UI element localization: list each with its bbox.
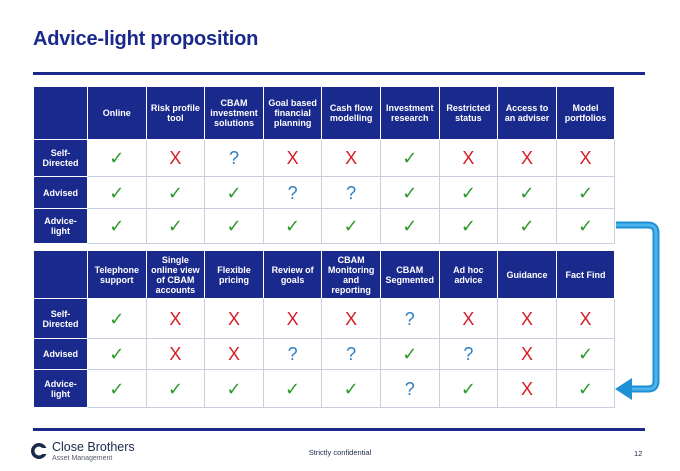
footer-divider bbox=[33, 428, 645, 431]
logo-name: Close Brothers bbox=[52, 440, 135, 454]
column-header: CBAM Segmented bbox=[380, 251, 439, 299]
cross-icon: X bbox=[520, 308, 533, 329]
check-icon: ✓ bbox=[109, 216, 125, 236]
feature-cell bbox=[439, 299, 498, 339]
check-icon: ✓ bbox=[226, 378, 242, 399]
feature-cell bbox=[439, 177, 498, 209]
check-icon: ✓ bbox=[226, 216, 242, 236]
feature-cell bbox=[556, 370, 615, 408]
check-icon: ✓ bbox=[460, 182, 476, 203]
row-header: Advised bbox=[34, 339, 88, 370]
feature-cell bbox=[146, 177, 205, 209]
column-header: Review of goals bbox=[263, 251, 322, 299]
table-row bbox=[34, 299, 615, 339]
cross-icon: X bbox=[286, 148, 299, 168]
cross-icon: X bbox=[169, 148, 182, 168]
check-icon: ✓ bbox=[578, 344, 594, 364]
cross-icon: X bbox=[462, 308, 475, 329]
column-header: Online bbox=[88, 87, 147, 140]
feature-cell bbox=[205, 299, 264, 339]
column-header: Single online view of CBAM accounts bbox=[146, 251, 205, 299]
feature-cell bbox=[322, 299, 381, 339]
feature-cell bbox=[380, 339, 439, 370]
question-icon: ? bbox=[287, 182, 298, 203]
feature-cell bbox=[205, 209, 264, 244]
title-divider bbox=[33, 72, 645, 75]
table-row bbox=[34, 140, 615, 177]
column-header: CBAM investment solutions bbox=[205, 87, 264, 140]
check-icon: ✓ bbox=[285, 216, 301, 236]
row-header: Advice-light bbox=[34, 209, 88, 244]
column-header: Model portfolios bbox=[556, 87, 615, 140]
table-row bbox=[34, 209, 615, 244]
column-header: Cash flow modelling bbox=[322, 87, 381, 140]
feature-cell bbox=[322, 339, 381, 370]
check-icon: ✓ bbox=[109, 182, 125, 203]
feature-cell bbox=[498, 177, 557, 209]
feature-cell bbox=[556, 339, 615, 370]
feature-cell bbox=[380, 140, 439, 177]
row-header: Advice-light bbox=[34, 370, 88, 408]
check-icon: ✓ bbox=[343, 378, 359, 399]
check-icon: ✓ bbox=[578, 216, 594, 236]
check-icon: ✓ bbox=[519, 182, 535, 203]
check-icon: ✓ bbox=[460, 378, 476, 399]
check-icon: ✓ bbox=[402, 182, 418, 203]
column-header: CBAM Monitoring and reporting bbox=[322, 251, 381, 299]
column-header: Goal based financial planning bbox=[263, 87, 322, 140]
feature-cell bbox=[380, 209, 439, 244]
feature-cell bbox=[439, 339, 498, 370]
check-icon: ✓ bbox=[109, 378, 125, 399]
column-header: Investment research bbox=[380, 87, 439, 140]
check-icon: ✓ bbox=[109, 344, 125, 364]
feature-cell bbox=[263, 177, 322, 209]
question-icon: ? bbox=[287, 344, 298, 364]
feature-cell bbox=[205, 177, 264, 209]
question-icon: ? bbox=[228, 148, 239, 168]
feature-cell bbox=[263, 339, 322, 370]
feature-cell bbox=[498, 339, 557, 370]
cross-icon: X bbox=[345, 308, 358, 329]
check-icon: ✓ bbox=[578, 182, 594, 203]
column-header: Telephone support bbox=[88, 251, 147, 299]
table-corner bbox=[34, 87, 88, 140]
row-header: Self-Directed bbox=[34, 140, 88, 177]
question-icon: ? bbox=[404, 378, 415, 399]
check-icon: ✓ bbox=[343, 216, 359, 236]
column-header: Guidance bbox=[498, 251, 557, 299]
cross-icon: X bbox=[462, 148, 475, 168]
table-corner bbox=[34, 251, 88, 299]
question-icon: ? bbox=[346, 344, 357, 364]
cross-icon: X bbox=[579, 308, 592, 329]
question-icon: ? bbox=[463, 344, 474, 364]
feature-cell bbox=[146, 370, 205, 408]
check-icon: ✓ bbox=[285, 378, 301, 399]
column-header: Restricted status bbox=[439, 87, 498, 140]
check-icon: ✓ bbox=[519, 216, 535, 236]
feature-cell bbox=[498, 140, 557, 177]
feature-cell bbox=[556, 299, 615, 339]
cross-icon: X bbox=[520, 378, 533, 399]
feature-cell bbox=[556, 140, 615, 177]
feature-cell bbox=[498, 209, 557, 244]
table-row bbox=[34, 177, 615, 209]
check-icon: ✓ bbox=[402, 216, 418, 236]
column-header: Fact Find bbox=[556, 251, 615, 299]
curved-down-left-arrow-icon bbox=[612, 215, 662, 405]
cross-icon: X bbox=[345, 148, 358, 168]
check-icon: ✓ bbox=[167, 378, 183, 399]
table-header-row bbox=[34, 87, 615, 140]
feature-cell bbox=[498, 299, 557, 339]
cross-icon: X bbox=[227, 344, 240, 364]
feature-cell bbox=[380, 299, 439, 339]
confidentiality-notice: Strictly confidential bbox=[308, 448, 372, 457]
feature-cell bbox=[146, 339, 205, 370]
feature-cell bbox=[88, 299, 147, 339]
feature-cell bbox=[205, 370, 264, 408]
page-number: 12 bbox=[634, 449, 643, 458]
feature-cell bbox=[146, 299, 205, 339]
column-header: Risk profile tool bbox=[146, 87, 205, 140]
feature-cell bbox=[88, 177, 147, 209]
cross-icon: X bbox=[169, 344, 182, 364]
feature-cell bbox=[263, 299, 322, 339]
logo-subtitle: Asset Management bbox=[52, 455, 113, 462]
cross-icon: X bbox=[169, 308, 182, 329]
check-icon: ✓ bbox=[109, 308, 125, 329]
question-icon: ? bbox=[346, 182, 357, 203]
table-header-row bbox=[34, 251, 615, 299]
feature-cell bbox=[439, 140, 498, 177]
column-header: Ad hoc advice bbox=[439, 251, 498, 299]
feature-cell bbox=[380, 177, 439, 209]
feature-cell bbox=[439, 370, 498, 408]
row-header: Advised bbox=[34, 177, 88, 209]
table-row bbox=[34, 339, 615, 370]
column-header: Access to an adviser bbox=[498, 87, 557, 140]
check-icon: ✓ bbox=[226, 182, 242, 203]
check-icon: ✓ bbox=[167, 216, 183, 236]
check-icon: ✓ bbox=[167, 182, 183, 203]
feature-cell bbox=[88, 339, 147, 370]
cross-icon: X bbox=[520, 148, 533, 168]
feature-cell bbox=[322, 370, 381, 408]
feature-cell bbox=[498, 370, 557, 408]
feature-cell bbox=[263, 209, 322, 244]
feature-cell bbox=[556, 209, 615, 244]
feature-cell bbox=[88, 140, 147, 177]
feature-cell bbox=[322, 177, 381, 209]
feature-cell bbox=[88, 209, 147, 244]
feature-cell bbox=[263, 370, 322, 408]
feature-cell bbox=[380, 370, 439, 408]
feature-cell bbox=[556, 177, 615, 209]
row-header: Self-Directed bbox=[34, 299, 88, 339]
cross-icon: X bbox=[286, 308, 299, 329]
table-row bbox=[34, 370, 615, 408]
feature-cell bbox=[439, 209, 498, 244]
check-icon: ✓ bbox=[109, 148, 125, 168]
column-header: Flexible pricing bbox=[205, 251, 264, 299]
cross-icon: X bbox=[520, 344, 533, 364]
feature-cell bbox=[205, 140, 264, 177]
check-icon: ✓ bbox=[460, 216, 476, 236]
check-icon: ✓ bbox=[402, 344, 418, 364]
page-title: Advice-light proposition bbox=[33, 28, 259, 50]
feature-cell bbox=[263, 140, 322, 177]
question-icon: ? bbox=[404, 308, 415, 329]
feature-cell bbox=[322, 140, 381, 177]
features-table-1 bbox=[33, 86, 615, 244]
cross-icon: X bbox=[227, 308, 240, 329]
feature-cell bbox=[146, 209, 205, 244]
check-icon: ✓ bbox=[578, 378, 594, 399]
feature-cell bbox=[205, 339, 264, 370]
feature-cell bbox=[146, 140, 205, 177]
check-icon: ✓ bbox=[402, 148, 418, 168]
feature-cell bbox=[88, 370, 147, 408]
features-table-2 bbox=[33, 250, 615, 408]
cross-icon: X bbox=[579, 148, 592, 168]
feature-cell bbox=[322, 209, 381, 244]
